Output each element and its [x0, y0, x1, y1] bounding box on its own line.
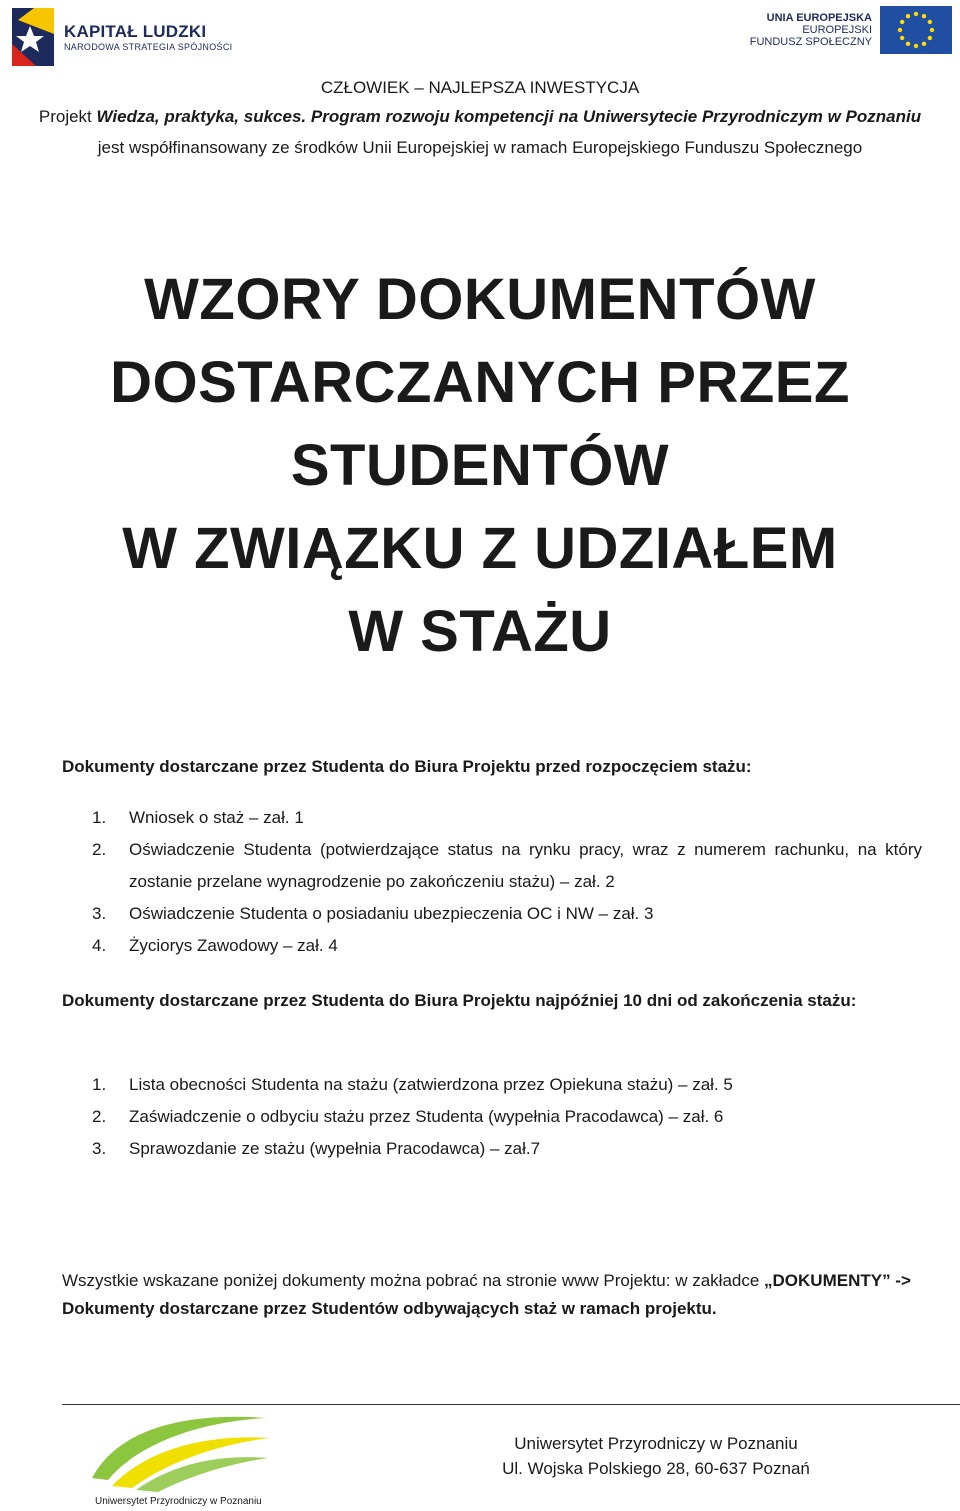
list-item	[92, 802, 922, 834]
list-number: 3.	[92, 1139, 107, 1158]
list-text: Oświadczenie Studenta (potwierdzające status na rynku pracy, wraz z numerem rachunku, na który zostanie przelane wynagrodzenie po zakończeniu stażu) – zał. 2	[129, 840, 922, 891]
list-number: 3.	[92, 904, 107, 923]
title-line: WZORY DOKUMENTÓW	[144, 267, 816, 332]
eu-star-icon	[898, 28, 902, 32]
eu-star-icon	[928, 20, 932, 24]
eu-star-icon	[928, 36, 932, 40]
section-heading: Dokumenty dostarczane przez Studenta do Biura Projektu najpóźniej 10 dni od zakończenia stażu:	[62, 991, 857, 1010]
project-name: Wiedza, praktyka, sukces. Program rozwoju kompetencji na Uniwersytecie Przyrodniczym w Poznaniu	[96, 107, 922, 126]
title-line: STUDENTÓW	[290, 433, 670, 498]
project-line	[0, 107, 960, 127]
title-line: DOSTARCZANYCH PRZEZ	[110, 350, 850, 415]
eu-flag-icon	[880, 6, 952, 54]
list-item	[92, 1133, 922, 1165]
section-heading: Dokumenty dostarczane przez Studenta do Biura Projektu przed rozpoczęciem stażu:	[62, 757, 752, 776]
cofinanced-line: jest współfinansowany ze środków Unii Europejskiej w ramach Europejskiego Funduszu Społecznego	[97, 138, 863, 157]
eu-star-icon	[906, 42, 910, 46]
note-bold: „DOKUMENTY” -> Dokumenty dostarczane przez Studentów odbywających staż w ramach projektu.	[62, 1271, 911, 1318]
list-text: Oświadczenie Studenta o posiadaniu ubezpieczenia OC i NW – zał. 3	[129, 904, 654, 923]
footer-address-line1-text: Uniwersytet Przyrodniczy w Poznaniu	[514, 1434, 798, 1453]
list-number: 1.	[92, 1075, 107, 1094]
eu-logo-line1: UNIA EUROPEJSKA	[766, 12, 872, 24]
project-prefix: Projekt	[38, 107, 97, 126]
footer-address-line2-text: Ul. Wojska Polskiego 28, 60-637 Poznań	[502, 1459, 810, 1478]
eu-logo-text	[750, 12, 872, 48]
slogan: CZŁOWIEK – NAJLEPSZA INWESTYCJA	[320, 78, 640, 97]
list-item	[92, 930, 922, 962]
list-number: 2.	[92, 1107, 107, 1126]
list-number: 1.	[92, 808, 107, 827]
list-item	[92, 1069, 922, 1101]
list-item	[92, 898, 922, 930]
kapital-ludzki-title: KAPITAŁ LUDZKI	[64, 22, 207, 41]
list-item	[92, 1101, 922, 1133]
eu-star-icon	[922, 42, 926, 46]
eu-star-icon	[930, 28, 934, 32]
eu-logo-line2: EUROPEJSKI	[802, 24, 872, 36]
university-logo-caption: Uniwersytet Przyrodniczy w Poznaniu	[95, 1496, 262, 1507]
eu-star-icon	[906, 14, 910, 18]
download-note	[62, 1267, 922, 1323]
list-text: Zaświadczenie o odbyciu stażu przez Studenta (wypełnia Pracodawca) – zał. 6	[129, 1107, 724, 1126]
eu-star-icon	[900, 20, 904, 24]
list-text: Lista obecności Studenta na stażu (zatwierdzona przez Opiekuna stażu) – zał. 5	[129, 1075, 733, 1094]
title-line: W STAŻU	[348, 599, 612, 664]
list-text: Sprawozdanie ze stażu (wypełnia Pracodawca) – zał.7	[129, 1139, 541, 1158]
eu-star-icon	[900, 36, 904, 40]
eu-star-icon	[922, 14, 926, 18]
list-number: 4.	[92, 936, 107, 955]
university-logo	[78, 1408, 278, 1508]
list-text: Wniosek o staż – zał. 1	[129, 808, 304, 827]
document-list	[92, 802, 922, 962]
eu-star-icon	[914, 44, 918, 48]
footer-divider	[62, 1404, 960, 1405]
eu-logo-line3: FUNDUSZ SPOŁECZNY	[749, 36, 872, 48]
list-item	[92, 834, 922, 898]
title-line: W ZWIĄZKU Z UDZIAŁEM	[122, 516, 838, 581]
eu-star-icon	[914, 12, 918, 16]
note-plain: Wszystkie wskazane poniżej dokumenty można pobrać na stronie www Projektu: w zakładce	[62, 1271, 765, 1290]
document-list	[92, 1069, 922, 1165]
document-title	[0, 258, 960, 673]
list-number: 2.	[92, 840, 107, 859]
kapital-ludzki-subtitle: NARODOWA STRATEGIA SPÓJNOŚCI	[64, 42, 233, 52]
list-text: Życiorys Zawodowy – zał. 4	[129, 936, 338, 955]
